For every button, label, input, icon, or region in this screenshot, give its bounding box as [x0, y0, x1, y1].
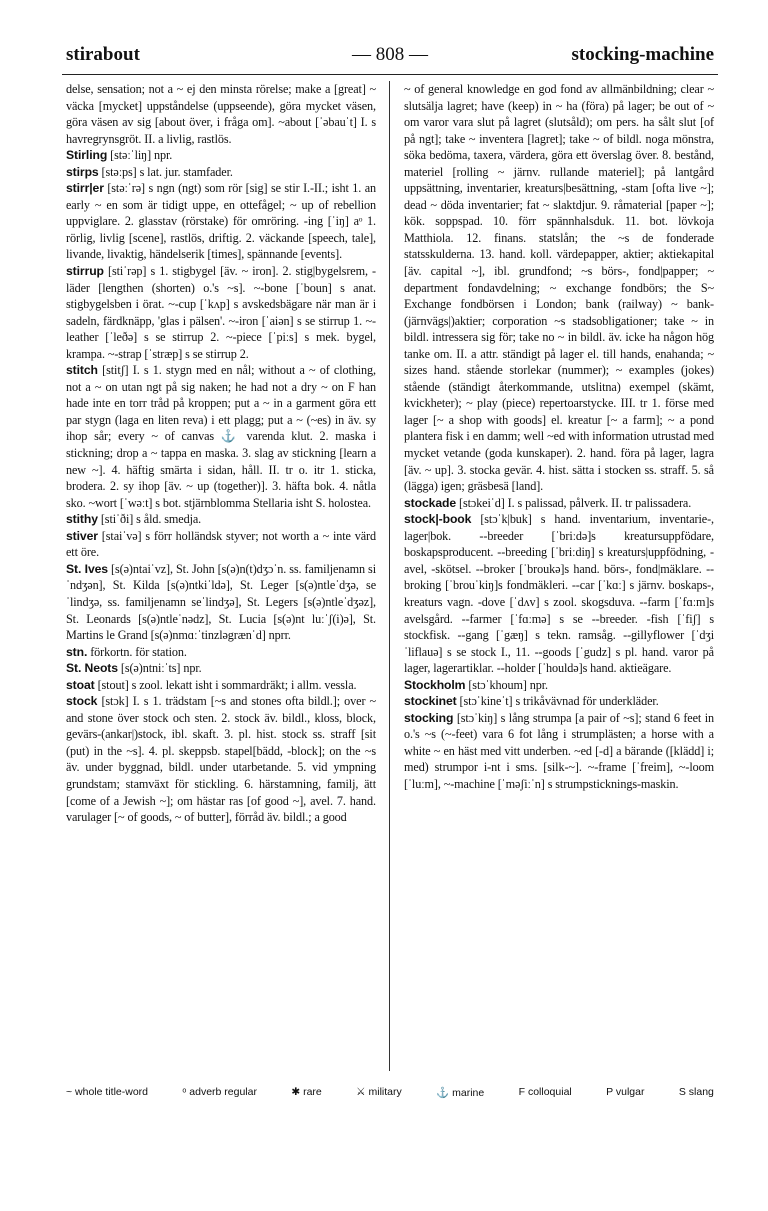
entry-headword: stock [66, 694, 98, 709]
left-column [66, 81, 376, 826]
dictionary-entry [66, 528, 376, 561]
dictionary-entry [404, 81, 714, 495]
entry-text: [stiˈði] s åld. smedja. [97, 512, 202, 527]
entry-headword: St. Ives [66, 561, 108, 576]
legend-item: F colloquial [518, 1086, 572, 1098]
legend-item: P vulgar [606, 1086, 645, 1098]
legend-item: ᵒ adverb regular [182, 1086, 257, 1098]
entry-text: [s(ə)ntaiˈvz], St. John [s(ə)n(t)dʒɔˈn. ss. familjenamn siˈndʒən], St. Kilda [s(ə)ntkiˈldə], St. Leger [s(ə)ntleˈdʒə, seˈlindʒə, ss. familjenamn seˈlindʒə], St. Legers [s(ə)ntleˈdʒəz], St. Leonards [s(ə)ntleˈnədz], St. Lucia [s(ə)nt luːˈʃ(i)ə], St. Martins le Grand [s(ə)nmɑːˈtinzləgrænˈd] nprr. [66, 561, 376, 643]
entry-headword: St. Neots [66, 661, 118, 676]
header-right-headword: stocking-machine [571, 44, 714, 65]
header-rule [62, 74, 718, 75]
entry-headword: stithy [66, 512, 98, 527]
page-header [66, 44, 714, 70]
entry-text: förkortn. för station. [87, 644, 187, 659]
legend-item: ⚔ military [356, 1086, 402, 1098]
page-number: — 808 — [352, 44, 428, 65]
entry-headword: stiver [66, 528, 98, 543]
dictionary-entry [66, 164, 376, 181]
entry-text: [stɔk] I. s 1. trädstam [~s and stones ofta bildl.]; over ~ and stone över stock och sten. 2. stock äv. bildl., kloss, block, gevärs-(ankar|)stock, ibl. skaft. 3. pl. hist. stock ss. straff [sit (put) in the ~s]. 4. pl. skeppsb. stapel[bädd, -block]; on the ~s äv. under byggnad, bildl. under utarbetande. 5. vid ympning grundstam; stamväxt för stickling. 6. härstamning, familj, ätt [come of a Jewish ~]; om hästar ras [of good ~], avel. 7. hand. varulager [~ of goods, ~ of butter], förråd äv. bildl.; a good [66, 694, 376, 825]
entry-text: [stɔˈkiŋ] s lång strumpa [a pair of ~s]; stand 6 feet in o.'s ~s (~-feet) vara 6 fot lång i strumplästen; a horse with a white ~ en häst med vitt underben. ~ed [-d] a bärande ([klädd] i; med) strumpor i-nt i sms. [silk-~]. ~-frame [ˈfreim], ~-loom [ˈluːm], ~-machine [ˈməʃiːˈn] s strumpsticknings-maskin. [404, 710, 714, 791]
entry-headword: Stirling [66, 148, 108, 163]
legend-item: ✱ rare [291, 1086, 322, 1098]
dictionary-entry [66, 362, 376, 511]
entry-headword: stirrup [66, 264, 104, 279]
dictionary-entry [66, 180, 376, 263]
legend-item: S slang [678, 1086, 714, 1098]
entry-text: [stəːps] s lat. jur. stamfader. [98, 164, 233, 179]
entry-text: delse, sensation; not a ~ ej den minsta rörelse; make a [great] ~ väcka [mycket] uppståndelse (uppseende), göra mycket väsen, göra väsen av sig [about över, i fråga om]. ~about [ˈəbauˈt] I. s havregrynsgröt. II. a livlig, rastlös. [66, 82, 376, 146]
entry-text: ~ of general knowledge en god fond av allmänbildning; clear ~ slutsälja lagret; have (keep) in ~ ha (föra) på lager; be out of ~ om varor vara slut på lagret (slutsåld); om pers. ha sålt slut [of på ngt]; take ~ inventera [lagret]; take ~ of bildl. noga mönstra, söka bedöma, taxera, värdera, göra ett överslag över. 8. bestånd, materiel [rolling ~ järnv. rullande materiel]; på lantgård uppsättning, inventarier, kreaturs|besättning, -stam [ofta live ~]; dead ~ döda inventarier; fat ~ slaktdjur. 9. råmaterial [paper ~]; kök. soppspad. 10. förr spännhalsduk. 11. bot. lövkoja Matthiola. 12. finans. statslån; the ~s de fonderade statsskulderna. 13. hand. koll. värdepapper, aktier; aktiekapital [äv. capital ~], ibl. grundfond; ~s börs-, fond|papper; ~ department fondavdelning; ~ exchange fondbörs; the S~ Exchange fondbörsen i London; bank (railway) ~ bank- (järnvägs|)aktier; corporation ~s stadsobligationer; take ~ in bildl. intressera sig för; take no ~ in bildl. äv. icke ha någon hög tanke om. II. a attr. ständigt på lager el. till hands, enahanda; ~ sizes hand. stående storlekar (nummer); ~ examples (jokes) stående (ständigt återkommande, utslitna) exempel (skämt, kvickheter); ~ play (piece) repertoarstycke. III. tr 1. förse med lager [~ a shop with goods] el. kreatur [~ a farm]; ~ a pond plantera fisk i en damm; well ~ed with information utrustad med mycket vetande (goda kunskaper). 2. hand. föra på lager, lagra [äv. ~ up]. 3. stocka gevär. 4. hist. sätta i stocken ss. straff. 5. så (lägga) igen; gräsbesä [land]. [404, 82, 714, 494]
dictionary-entry [66, 81, 376, 147]
dictionary-entry [66, 147, 376, 164]
legend-item: ~ whole title-word [66, 1086, 148, 1098]
entry-headword: stirps [66, 164, 99, 179]
right-column [404, 81, 714, 793]
entry-text: [s(ə)ntniːˈts] npr. [117, 661, 202, 676]
entry-text: [stəːˈliŋ] npr. [107, 148, 173, 163]
dictionary-entry [66, 677, 376, 694]
dictionary-entry [66, 263, 376, 362]
column-divider [389, 81, 390, 1071]
entry-headword: stoat [66, 677, 95, 692]
entry-text: [stɔˈk|buk] s hand. inventarium, inventarie-, lager|bok. --breeder [ˈbriːdə]s kreatursuppfödare, boskapsproducent. --breeding [ˈbriːdiŋ] s kreaturs|uppfödning, -avel, -skötsel. --broker [ˈbroukə]s hand. börs-, fond|mäklare. --broking [ˈbrouˈkiŋ]s fondmäkleri. --car [ˈkɑː] s järnv. boskaps-, kreaturs vagn. -dove [ˈdʌv] s zool. skogsduva. --farm [ˈfɑːm]s avelsgård. --farmer [ˈfɑːmə] s se --breeder. -fish [ˈfiʃ] s stockfisk. --gang [ˈgæŋ] s tekn. ramsåg. --gillyflower [ˈdʒiˈliflauə] s se stock I., 11. --goods [ˈgudz] s pl. hand. varor på lager, lagerartiklar. --holder [ˈhouldə]s hand. aktieägare. [404, 512, 714, 676]
header-left-headword: stirabout [66, 44, 140, 65]
entry-text: [staiˈvə] s förr holländsk styver; not worth a ~ inte värd ett öre. [66, 528, 376, 560]
dictionary-entry [66, 660, 376, 677]
entry-text: [stiˈrəp] s 1. stigbygel [äv. ~ iron]. 2. stig|bygelsrem, -läder [lengthen (shorten) o.'s ~s]. ~-bone [ˈboun] s anat. stigbygelsben i örat. ~-cup [ˈkʌp] s avskedsbägare när man är i sadeln, färdknäpp, 'glas i pälsen'. ~-iron [ˈaiən] s se stirrup 1. ~-leather [ˈleðə] s se stirrup 2. ~-piece [ˈpiːs] s mek. bygel, krampa. ~-strap [ˈstræp] s se stirrup 2. [66, 264, 376, 361]
entry-text: [stitʃ] I. s 1. stygn med en nål; without a ~ of clothing, not a ~ on utan ngt på sig naken; he had not a dry ~ on F han hade inte en torr tråd på kroppen; put a ~ in a garment göra ett par stygn (laga en liten reva) i ett plagg; put a ~ (~es) in äv. sy ihop sår; every ~ of canvas ⚓ varenda klut. 2. maska i stickning; drop a ~ tappa en maska. 3. slag av stickning [learn a new ~]. 4. häftig smärta i sidan, håll. II. tr o. itr 1. sticka, brodera. 2. sy ihop [äv. ~ up (together)]. 3. häfta bok. 4. nåtla sko. ~wort [ˈwəːt] s bot. stjärnblomma Stellaria isht S. holostea. [66, 363, 376, 510]
entry-text: [stout] s zool. lekatt isht i sommardräkt; i allm. vessla. [94, 677, 357, 692]
entry-text: [stɔˈkhoum] npr. [465, 677, 548, 692]
dictionary-entry [66, 511, 376, 528]
entry-headword: stockade [404, 495, 457, 510]
entry-headword: stockinet [404, 694, 457, 709]
dictionary-entry [404, 511, 714, 676]
entry-text: [stəːˈrə] s ngn (ngt) som rör [sig] se stir I.-II.; isht 1. an early ~ en som är tidigt uppe, en ottefågel; ~ up of rebellion uppviglare. 2. glasstav (rörstake) för omröring. -ing [ˈiŋ] aᵒ 1. rörlig, livlig [scene], rastlös, driftig. 2. väckande [speech, tale], livande, livaktig, händelserik [times], spännande [events]. [66, 181, 376, 262]
dictionary-entry [404, 677, 714, 694]
entry-text: [stɔkeiˈd] I. s palissad, pålverk. II. tr palissadera. [456, 495, 692, 510]
entry-headword: stirr|er [66, 181, 104, 196]
entry-text: [stɔˈkineˈt] s trikåvävnad för underkläder. [456, 694, 659, 709]
dictionary-entry [404, 495, 714, 512]
dictionary-entry [66, 693, 376, 825]
entry-headword: stitch [66, 363, 98, 378]
dictionary-entry [404, 710, 714, 793]
dictionary-entry [404, 693, 714, 710]
entry-headword: stocking [404, 710, 454, 725]
entry-headword: Stockholm [404, 677, 466, 692]
abbreviation-legend [66, 1086, 714, 1099]
entry-headword: stock|-book [404, 512, 472, 527]
entry-headword: stn. [66, 644, 88, 659]
dictionary-entry [66, 644, 376, 661]
dictionary-entry [66, 561, 376, 644]
legend-item: ⚓ marine [436, 1087, 485, 1099]
